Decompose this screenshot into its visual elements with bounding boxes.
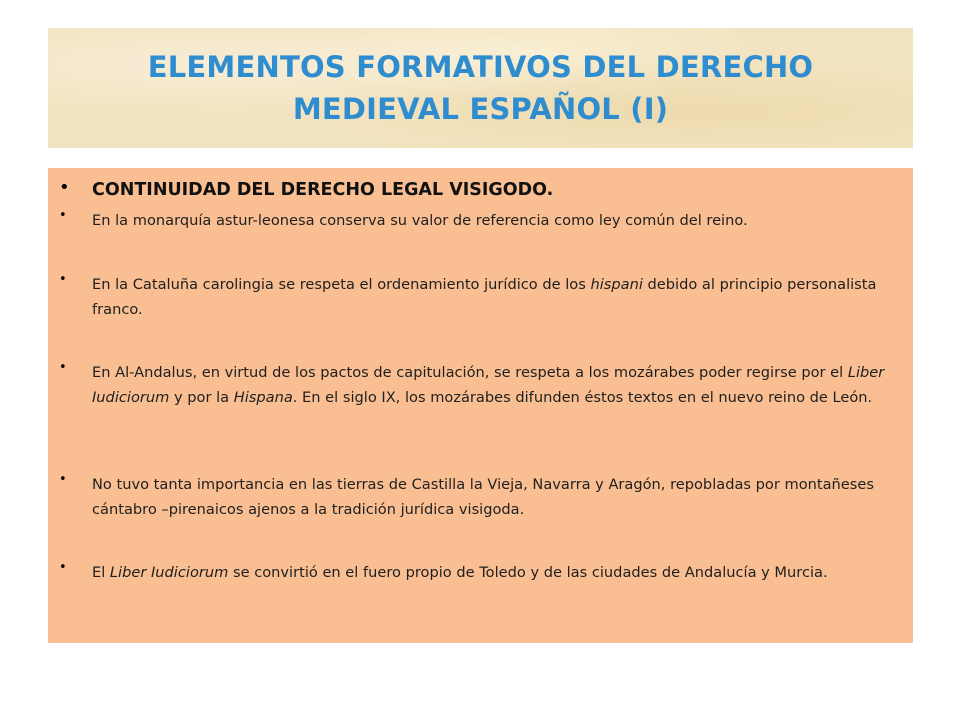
title-line-1: ELEMENTOS FORMATIVOS DEL DERECHO: [147, 50, 814, 84]
slide-title: [148, 46, 814, 130]
bullet-icon: •: [59, 472, 67, 487]
text-run: En la Cataluña carolingia se respeta el ordenamiento jurídico de los: [92, 276, 591, 293]
bullet-icon: •: [59, 177, 70, 198]
text-run: se convirtió en el fuero propio de Toledo y de las ciudades de Andalucía y Murcia.: [228, 564, 828, 581]
paragraph-text: En la monarquía astur-leonesa conserva su valor de referencia como ley común del reino.: [92, 212, 748, 229]
paragraph-text: [92, 560, 900, 585]
title-line-2: MEDIEVAL ESPAÑOL (I): [292, 92, 669, 126]
italic-term: Liber Iudiciorum: [92, 364, 885, 406]
paragraph-text: No tuvo tanta importancia en las tierras de Castilla la Vieja, Navarra y Aragón, repobladas por montañeses cántabro –pirenaicos ajenos a la tradición jurídica visigoda.: [92, 476, 874, 518]
content-panel: [48, 168, 913, 643]
bullet-icon: •: [59, 208, 67, 223]
italic-term: hispani: [590, 276, 643, 293]
bullet-icon: •: [59, 360, 67, 375]
text-run: debido al principio personalista franco.: [92, 276, 877, 318]
italic-term: Hispana: [233, 389, 293, 406]
italic-term: Liber Iudiciorum: [109, 564, 229, 581]
text-run: . En el siglo IX, los mozárabes difunden éstos textos en el nuevo reino de León.: [292, 389, 873, 406]
section-heading: CONTINUIDAD DEL DERECHO LEGAL VISIGODO.: [92, 180, 554, 200]
bullet-icon: •: [59, 272, 67, 287]
paragraph-text: [92, 272, 900, 322]
paragraph-text: [92, 360, 900, 410]
title-banner: [48, 28, 913, 148]
bullet-icon: •: [59, 560, 67, 575]
text-run: y por la: [169, 389, 234, 406]
text-run: En Al-Andalus, en virtud de los pactos de capitulación, se respeta a los mozárabes poder regirse por el: [92, 364, 848, 381]
text-run: El: [92, 564, 110, 581]
